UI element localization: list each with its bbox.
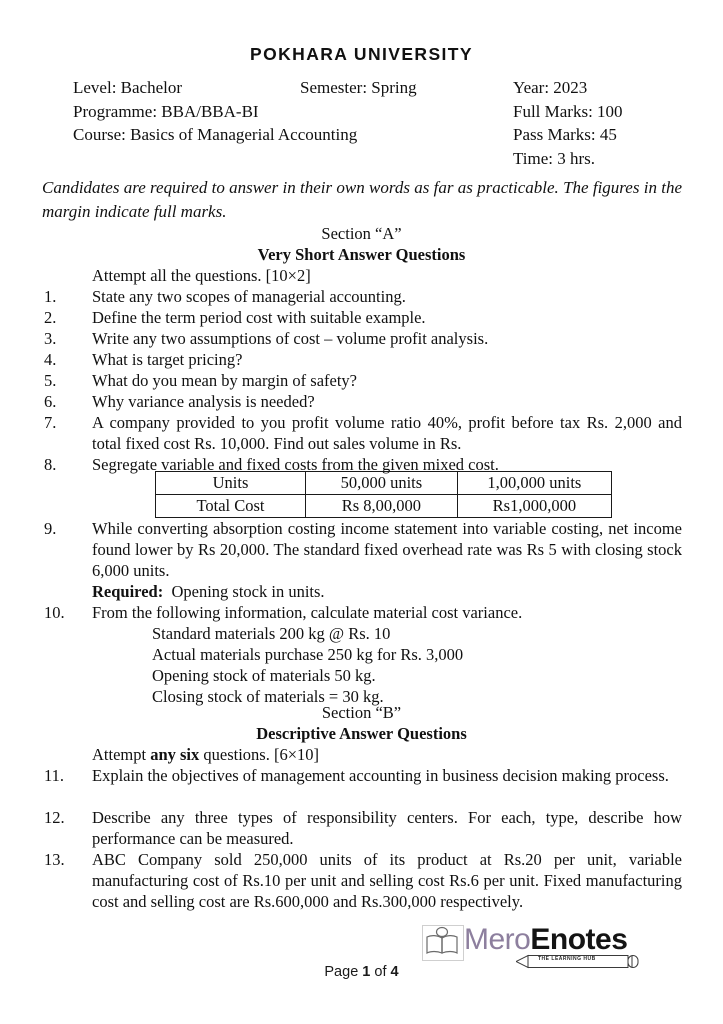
header-year: Year: 2023: [513, 78, 588, 97]
attempt-pre: Attempt: [92, 745, 151, 764]
exam-header-block: [73, 76, 693, 170]
footer-current-page: 1: [362, 964, 371, 980]
question-text: Why variance analysis is needed?: [92, 392, 315, 411]
question-number: 9.: [44, 519, 57, 538]
question-text: Segregate variable and fixed costs from the given mixed cost.: [92, 455, 499, 474]
footer-prefix: Page: [324, 964, 363, 980]
logo-wordmark: [464, 923, 627, 957]
question-text: What is target pricing?: [92, 350, 243, 369]
question-9-required: [92, 581, 682, 602]
question-number: 13.: [44, 850, 65, 869]
header-semester: Semester: Spring: [300, 78, 417, 97]
table-row: [156, 495, 612, 518]
question-item-2: [44, 307, 682, 328]
header-time: Time: 3 hrs.: [513, 148, 596, 168]
question-text: Describe any three types of responsibility centers. For each, type, describe how performance can be measured.: [92, 808, 682, 848]
question-text: A company provided to you profit volume ratio 40%, profit before tax Rs. 2,000 and total fixed cost Rs. 10,000. Find out sales volume in Rs.: [92, 413, 682, 453]
open-book-icon-svg: [423, 926, 461, 958]
question-number: 7.: [44, 413, 57, 432]
page-footer: [0, 964, 723, 980]
table-cell: Units: [156, 472, 306, 495]
question-text: Define the term period cost with suitable example.: [92, 308, 426, 327]
required-label: Required:: [92, 582, 164, 601]
attempt-bold: any six: [150, 745, 200, 764]
open-book-icon: [422, 925, 464, 961]
mixed-cost-table: [155, 471, 612, 518]
header-course: Course: Basics of Managerial Accounting: [73, 125, 358, 144]
table-cell: 50,000 units: [305, 472, 457, 495]
question-number: 3.: [44, 329, 57, 348]
question-text: State any two scopes of managerial accounting.: [92, 287, 406, 306]
required-text: Opening stock in units.: [171, 582, 325, 601]
header-row-1: [73, 76, 693, 100]
table-cell: Rs 8,00,000: [305, 495, 457, 518]
logo-tagline: THE LEARNING HUB: [538, 956, 596, 962]
question-item-9: [44, 518, 682, 602]
question-text: ABC Company sold 250,000 units of its product at Rs.20 per unit, variable manufacturing cost of Rs.10 per unit and selling cost Rs.6 per unit. Fixed manufacturing cost and selling cost are Rs.600,000 and Rs.300,000 respectively.: [92, 850, 682, 911]
question-item-4: [44, 349, 682, 370]
question-text: Write any two assumptions of cost – volume profit analysis.: [92, 329, 489, 348]
question-item-6: [44, 391, 682, 412]
question-item-3: [44, 328, 682, 349]
question-item-7: [44, 412, 682, 454]
header-row-2: [73, 100, 693, 124]
question-item-12: [44, 807, 682, 849]
section-a-label: Section “A”: [321, 224, 402, 243]
table-cell: 1,00,000 units: [457, 472, 611, 495]
header-pass-marks: Pass Marks: 45: [513, 125, 617, 144]
question-item-10: [44, 602, 682, 707]
section-a-attempt-note: Attempt all the questions. [10×2]: [92, 266, 311, 285]
question-10-subline: Standard materials 200 kg @ Rs. 10: [152, 624, 391, 643]
section-b-subtitle: Descriptive Answer Questions: [256, 724, 467, 743]
question-text: What do you mean by margin of safety?: [92, 371, 357, 390]
question-text: Explain the objectives of management accounting in business decision making process.: [92, 766, 669, 785]
question-item-1: [44, 286, 682, 307]
header-row-4: [73, 147, 693, 171]
logo-word-enotes: Enotes: [530, 923, 628, 956]
question-number: 1.: [44, 287, 57, 306]
header-level: Level: Bachelor: [73, 78, 183, 97]
footer-middle: of: [370, 964, 391, 980]
header-full-marks: Full Marks: 100: [513, 101, 623, 121]
question-text: From the following information, calculate material cost variance.: [92, 603, 523, 622]
footer-total-pages: 4: [390, 964, 399, 980]
page-title: POKHARA UNIVERSITY: [250, 44, 473, 64]
question-number: 11.: [44, 766, 65, 785]
question-number: 12.: [44, 808, 65, 827]
question-text: While converting absorption costing income statement into variable costing, net income found lower by Rs 20,000. The standard fixed overhead rate was Rs 5 with closing stock 6,000 units.: [92, 519, 682, 580]
table-row: [156, 472, 612, 495]
section-b-attempt-note: [92, 744, 319, 765]
question-number: 6.: [44, 392, 57, 411]
header-row-3: [73, 123, 693, 147]
section-a-subtitle: Very Short Answer Questions: [257, 245, 466, 264]
table-cell: Total Cost: [156, 495, 306, 518]
header-programme: Programme: BBA/BBA-BI: [73, 101, 259, 121]
candidate-instruction: Candidates are required to answer in their own words as far as practicable. The figures in the margin indicate full marks.: [42, 178, 682, 221]
question-10-subline: Closing stock of materials = 30 kg.: [152, 687, 384, 706]
logo-word-mero: Mero: [464, 923, 531, 956]
question-10-subline: Actual materials purchase 250 kg for Rs. 3,000: [152, 645, 464, 664]
question-number: 8.: [44, 455, 57, 474]
question-item-5: [44, 370, 682, 391]
question-number: 2.: [44, 308, 57, 327]
question-10-subline: Opening stock of materials 50 kg.: [152, 666, 376, 685]
attempt-post: questions. [6×10]: [199, 745, 320, 764]
question-item-13: [44, 849, 682, 912]
question-number: 5.: [44, 371, 57, 390]
question-number: 4.: [44, 350, 57, 369]
question-item-11: [44, 765, 682, 786]
question-number: 10.: [44, 603, 65, 622]
section-b-label: Section “B”: [321, 703, 402, 722]
table-cell: Rs1,000,000: [457, 495, 611, 518]
